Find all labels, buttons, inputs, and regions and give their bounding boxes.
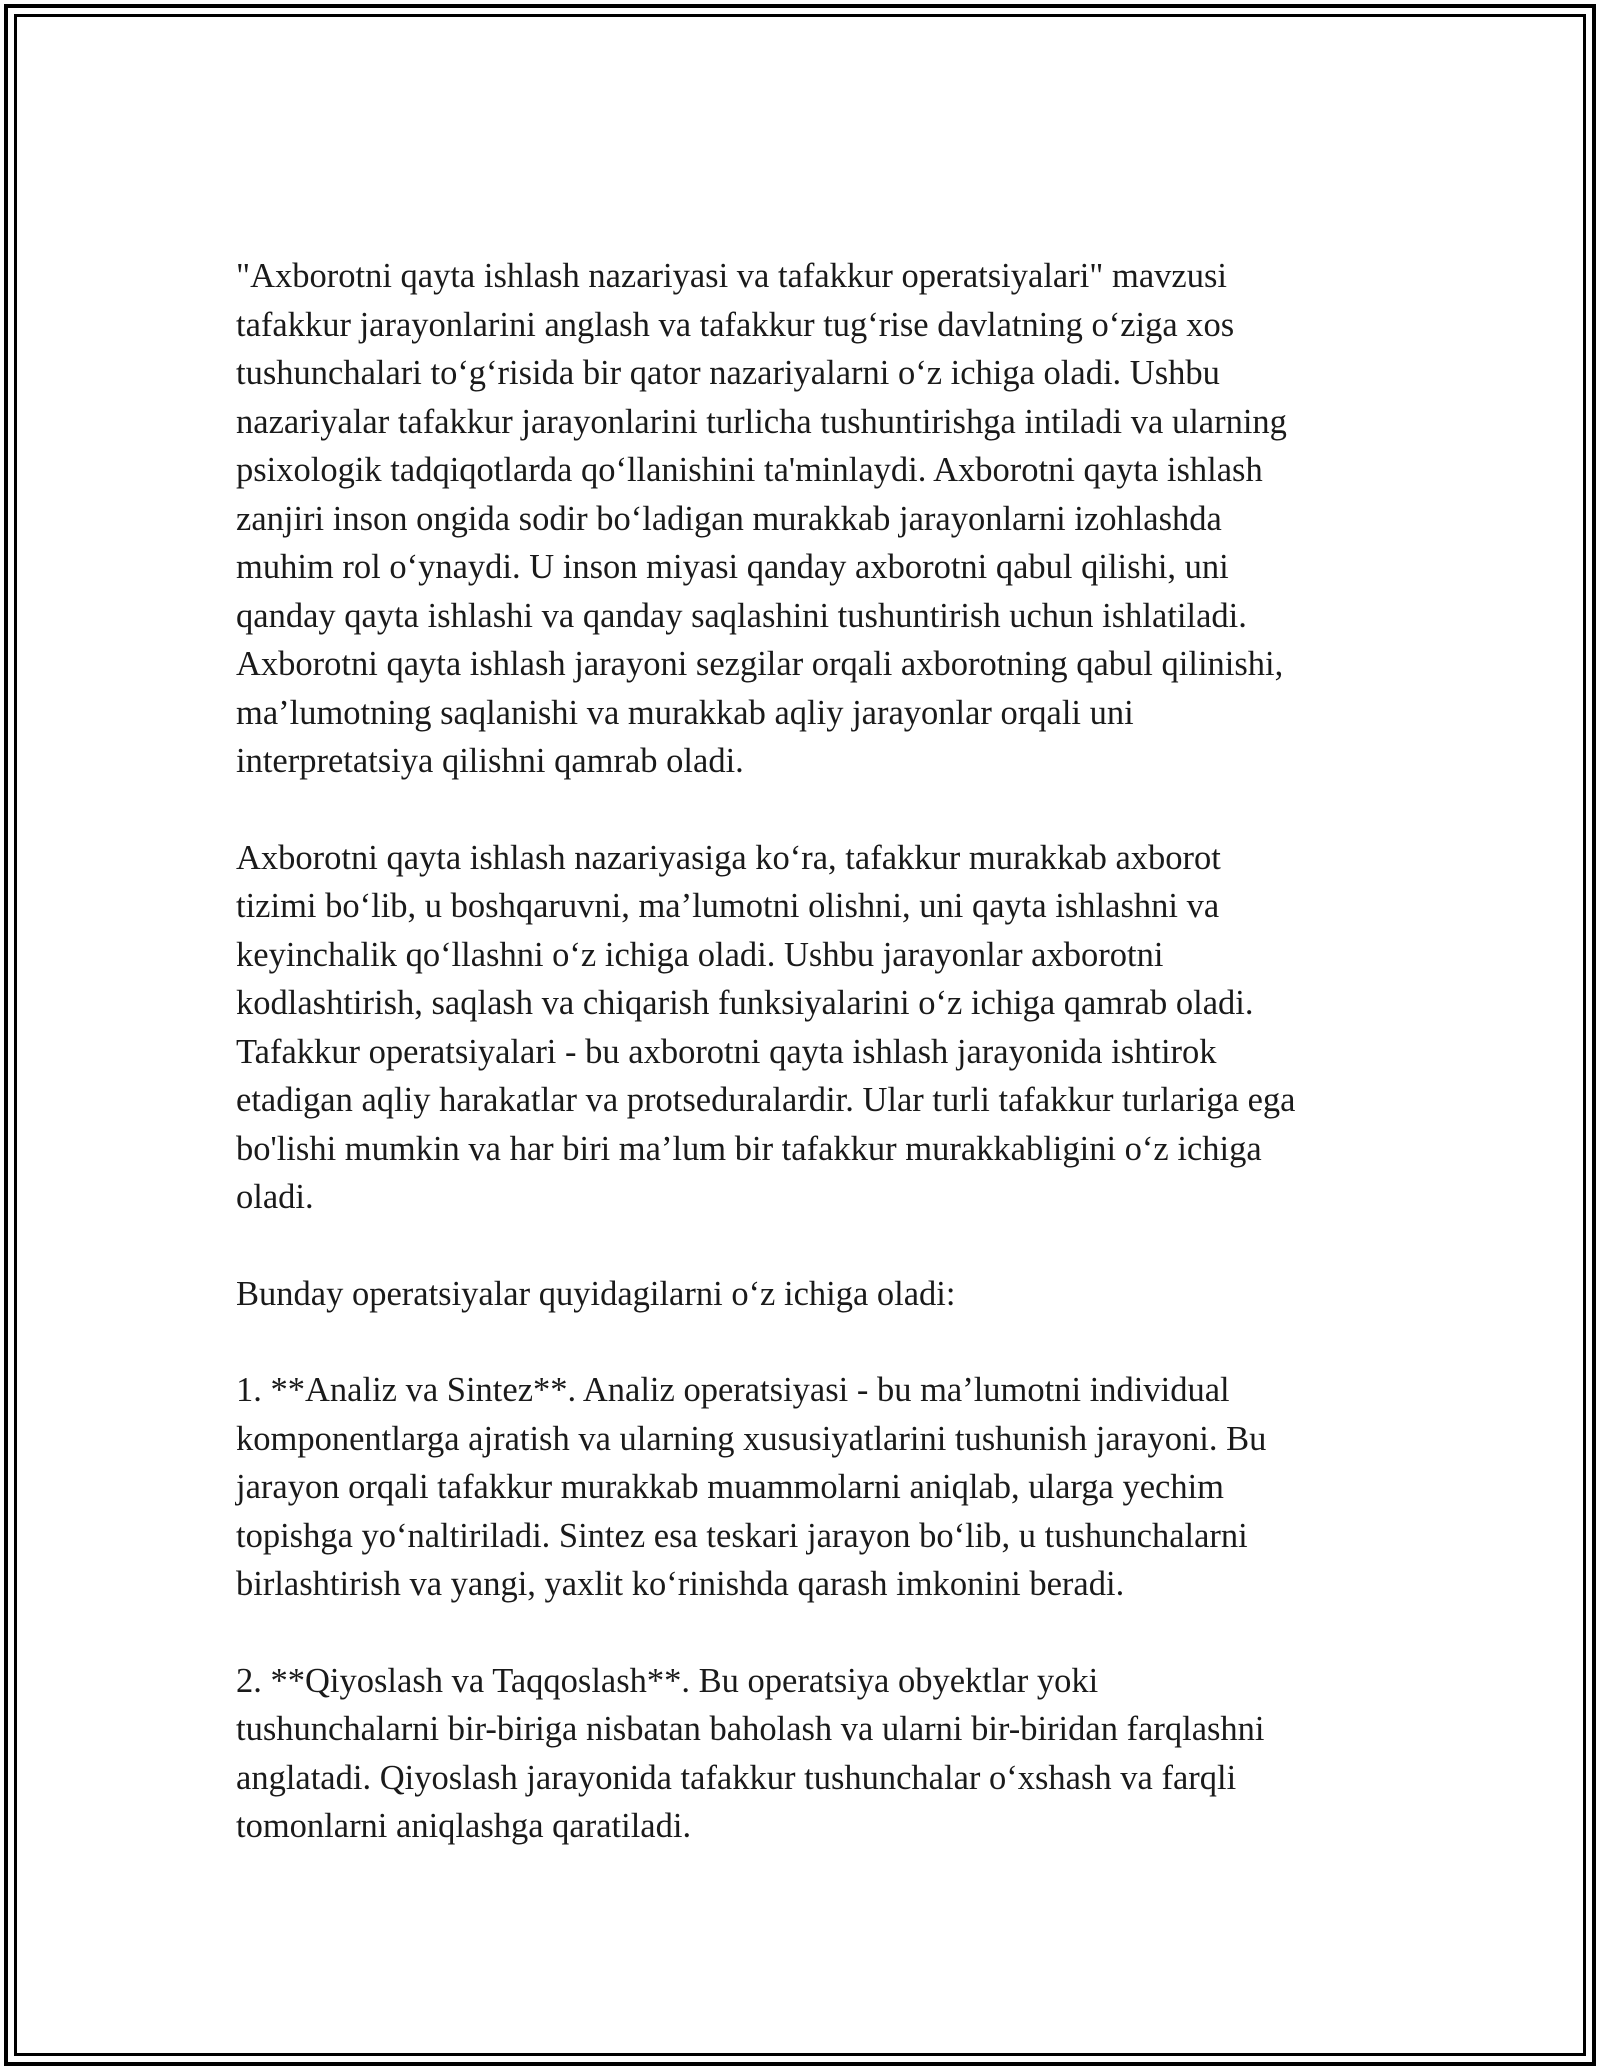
paragraph-intro: "Axborotni qayta ishlash nazariyasi va tafakkur operatsiyalari" mavzusi tafakkur jarayonlarini anglash va tafakkur tugʻrise davlatning oʻziga xos tushunchalari toʻgʻrisida bir qator nazariyalarni oʻz ichiga oladi. Ushbu nazariyalar tafakkur jarayonlarini turlicha tushuntirishga intiladi va ularning psixologik tadqiqotlarda qoʻllanishini ta'minlaydi. Axborotni qayta ishlash zanjiri inson ongida sodir boʻladigan murakkab jarayonlarni izohlashda muhim rol oʻynaydi. U inson miyasi qanday axborotni qabul qilishi, uni qanday qayta ishlashi va qanday saqlashini tushuntirish uchun ishlatiladi. Axborotni qayta ishlash jarayoni sezgilar orqali axborotning qabul qilinishi, ma’lumotning saqlanishi va murakkab aqliy jarayonlar orqali uni interpretatsiya qilishni qamrab oladi. — [236, 257, 1287, 780]
document-body — [236, 252, 1376, 1899]
list-item-analysis-synthesis: 1. **Analiz va Sintez**. Analiz operatsiyasi - bu ma’lumotni individual komponentlarga ajratish va ularning xususiyatlarini tushunish jarayoni. Bu jarayon orqali tafakkur murakkab muammolarni aniqlab, ularga yechim topishga yoʻnaltiriladi. Sintez esa teskari jarayon boʻlib, u tushunchalarni birlashtirish va yangi, yaxlit koʻrinishda qarash imkonini beradi. — [236, 1371, 1267, 1603]
paragraph-list-intro: Bunday operatsiyalar quyidagilarni oʻz ichiga oladi: — [236, 1274, 956, 1313]
list-item-comparison: 2. **Qiyoslash va Taqqoslash**. Bu operatsiya obyektlar yoki tushunchalarni bir-biriga nisbatan baholash va ularni bir-biridan farqlashni anglatadi. Qiyoslash jarayonida tafakkur tushunchalar oʻxshash va farqli tomonlarni aniqlashga qaratiladi. — [236, 1661, 1265, 1845]
paragraph-theory: Axborotni qayta ishlash nazariyasiga koʻra, tafakkur murakkab axborot tizimi boʻlib, u boshqaruvni, ma’lumotni olishni, uni qayta ishlashni va keyinchalik qoʻllashni oʻz ichiga oladi. Ushbu jarayonlar axborotni kodlashtirish, saqlash va chiqarish funksiyalarini oʻz ichiga qamrab oladi. Tafakkur operatsiyalari - bu axborotni qayta ishlash jarayonida ishtirok etadigan aqliy harakatlar va protseduralardir. Ular turli tafakkur turlariga ega bo'lishi mumkin va har biri ma’lum bir tafakkur murakkabligini oʻz ichiga oladi. — [236, 838, 1296, 1216]
